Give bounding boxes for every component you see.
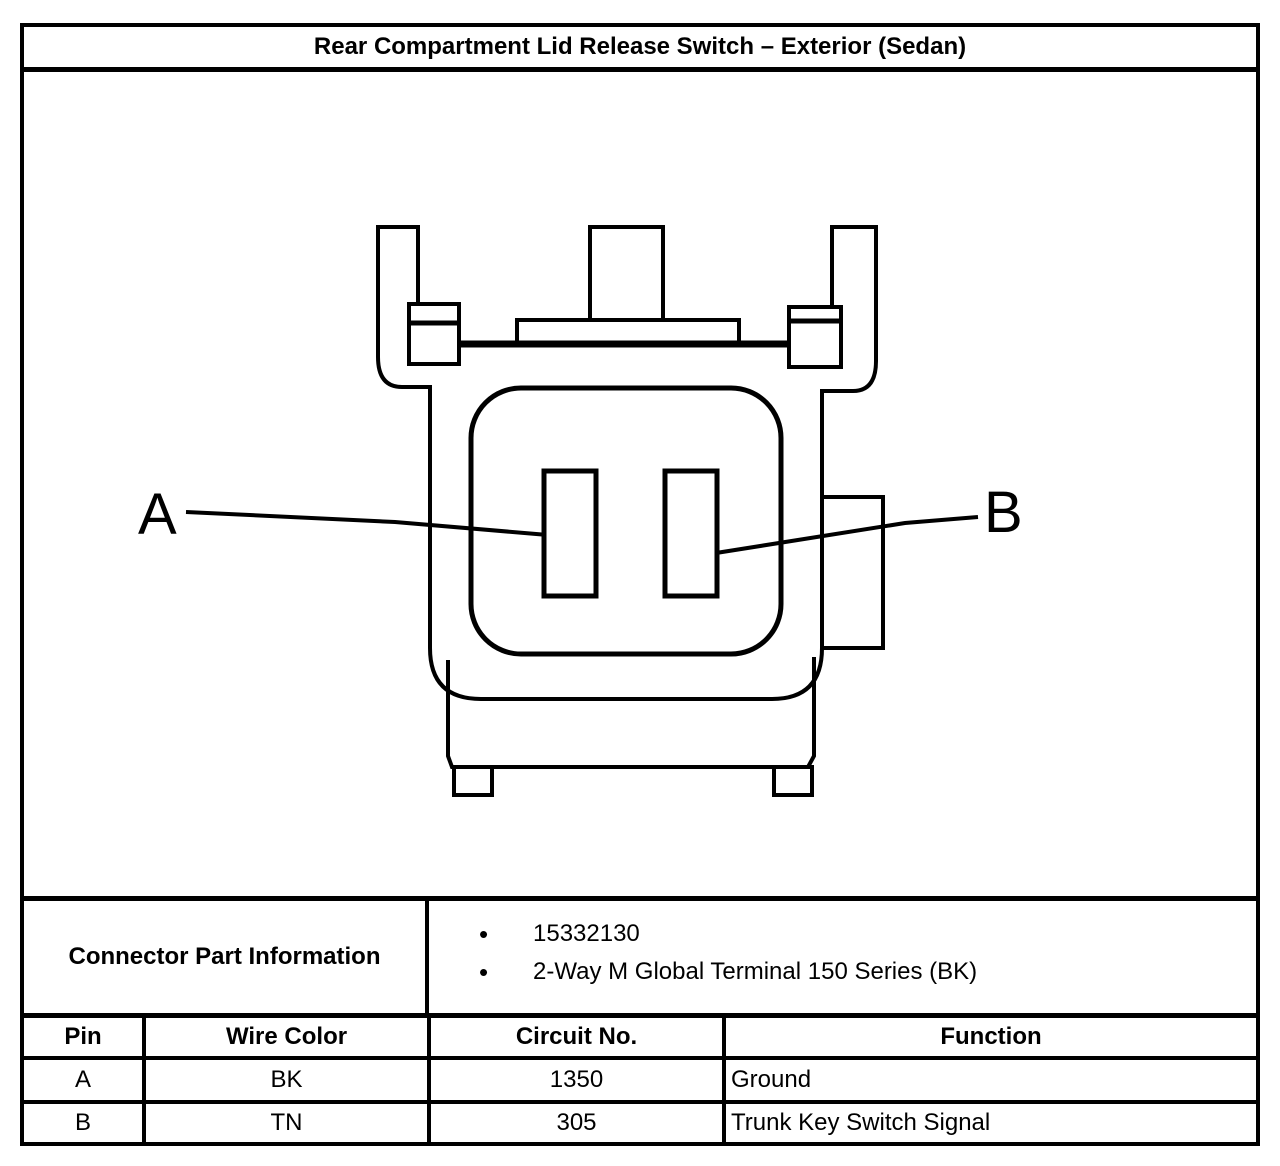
terminal-b-cavity xyxy=(665,471,717,596)
cell-circuit-no: 305 xyxy=(429,1102,724,1142)
connector-base xyxy=(448,657,814,767)
connector-part-info-row xyxy=(24,901,1256,1013)
cell-wire-color: TN xyxy=(144,1102,429,1142)
table-row xyxy=(24,1058,1256,1102)
connector-part-info-values xyxy=(429,901,1256,1013)
center-index-tab xyxy=(590,227,663,320)
connector-face xyxy=(471,388,781,654)
connector-foot-right xyxy=(774,767,812,795)
bullet-icon: • xyxy=(479,957,489,987)
connector-part-info-label: Connector Part Information xyxy=(24,901,429,1013)
cell-pin: A xyxy=(24,1058,144,1102)
connector-drawing xyxy=(24,72,1256,896)
cell-function: Ground xyxy=(724,1058,1256,1102)
header-wire-color: Wire Color xyxy=(144,1018,429,1058)
connector-side-rail xyxy=(822,497,883,648)
latch-block-right xyxy=(789,307,841,367)
latch-block-left xyxy=(409,304,459,364)
callout-a: A xyxy=(138,482,177,547)
pin-table-section xyxy=(24,1013,1256,1142)
connector-foot-left xyxy=(454,767,492,795)
cell-pin: B xyxy=(24,1102,144,1142)
header-circuit-no: Circuit No. xyxy=(429,1018,724,1058)
bullet-icon: • xyxy=(479,919,489,949)
header-pin: Pin xyxy=(24,1018,144,1058)
figure-title: Rear Compartment Lid Release Switch – Exterior (Sedan) xyxy=(24,27,1256,72)
cell-wire-color: BK xyxy=(144,1058,429,1102)
connector-diagram xyxy=(24,72,1256,901)
part-description-item xyxy=(479,953,1256,991)
part-number-item xyxy=(479,915,1256,953)
callout-b: B xyxy=(984,480,1023,545)
pin-table-header-row xyxy=(24,1018,1256,1058)
figure-frame xyxy=(20,23,1260,1146)
pin-table xyxy=(24,1018,1256,1142)
top-plate xyxy=(517,320,739,343)
part-description: 2-Way M Global Terminal 150 Series (BK) xyxy=(533,958,978,985)
part-number: 15332130 xyxy=(533,920,640,947)
cell-circuit-no: 1350 xyxy=(429,1058,724,1102)
terminal-a-cavity xyxy=(544,471,596,596)
header-function: Function xyxy=(724,1018,1256,1058)
cell-function: Trunk Key Switch Signal xyxy=(724,1102,1256,1142)
table-row xyxy=(24,1102,1256,1142)
